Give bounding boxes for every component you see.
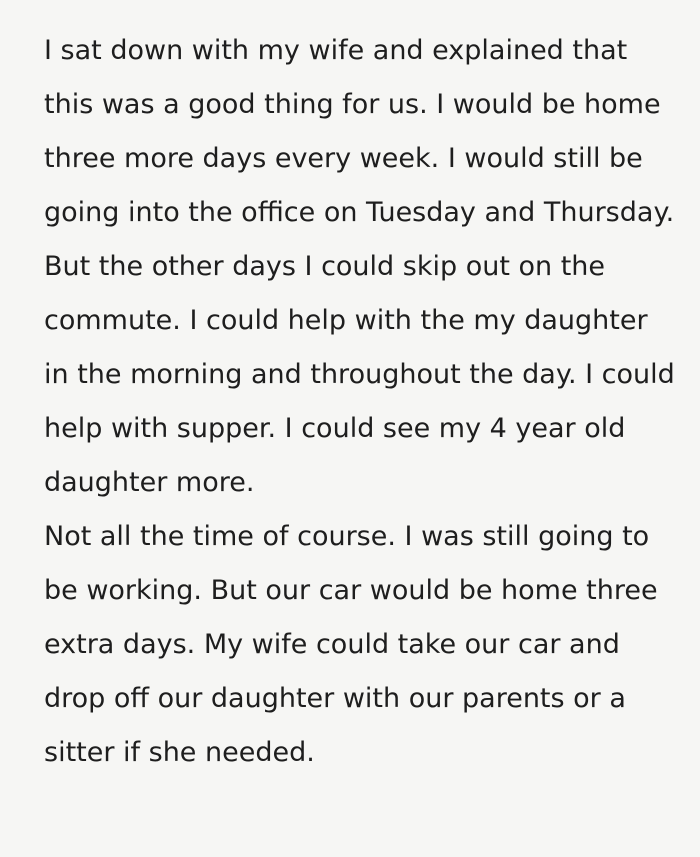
story-paragraph: Not all the time of course. I was still going to be working. But our car would be home three extra days. My wife could take our car and drop off our daughter with our parents or a sitter if she needed. <box>44 521 658 768</box>
story-paragraph: I sat down with my wife and explained that this was a good thing for us. I would be home three more days every week. I would still be going into the office on Tuesday and Thursday. But the other days I could skip out on the commute. I could help with the my daughter in the morning and throughout the day. I could help with supper. I could see my 4 year old daughter more. <box>44 35 675 498</box>
